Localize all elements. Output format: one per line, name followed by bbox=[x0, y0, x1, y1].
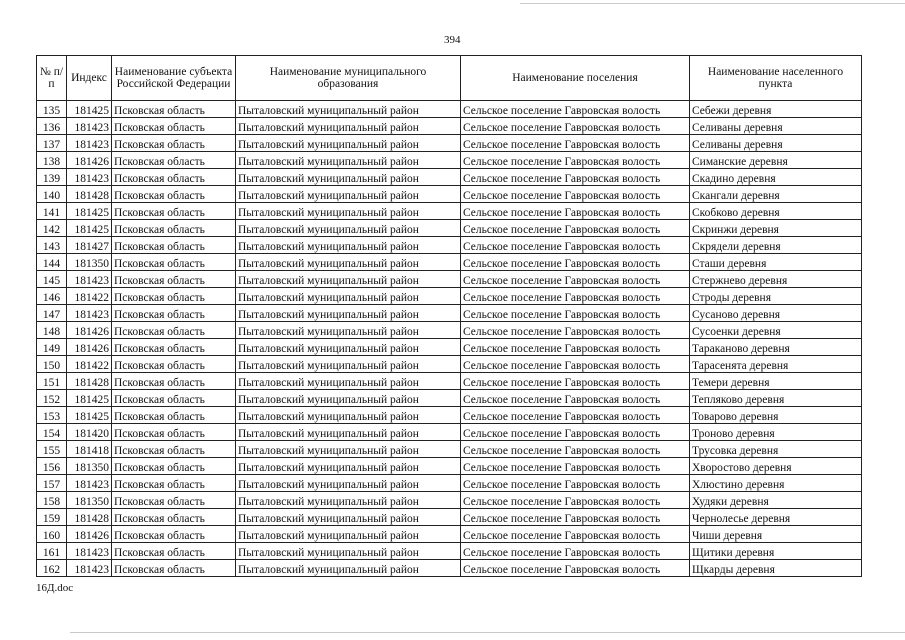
table-row bbox=[37, 424, 862, 441]
cell-num: 153 bbox=[37, 407, 67, 424]
cell-municipality: Пыталовский муниципальный район bbox=[236, 339, 461, 356]
cell-municipality: Пыталовский муниципальный район bbox=[236, 169, 461, 186]
cell-municipality: Пыталовский муниципальный район bbox=[236, 492, 461, 509]
cell-index: 181425 bbox=[67, 203, 112, 220]
cell-locality: Хворостово деревня bbox=[690, 458, 862, 475]
localities-table bbox=[36, 55, 862, 577]
cell-num: 146 bbox=[37, 288, 67, 305]
cell-num: 154 bbox=[37, 424, 67, 441]
cell-num: 141 bbox=[37, 203, 67, 220]
cell-locality: Щкарды деревня bbox=[690, 560, 862, 577]
cell-index: 181426 bbox=[67, 322, 112, 339]
cell-index: 181425 bbox=[67, 390, 112, 407]
cell-municipality: Пыталовский муниципальный район bbox=[236, 390, 461, 407]
cell-municipality: Пыталовский муниципальный район bbox=[236, 475, 461, 492]
table-row bbox=[37, 169, 862, 186]
cell-index: 181423 bbox=[67, 543, 112, 560]
table-row bbox=[37, 220, 862, 237]
cell-index: 181423 bbox=[67, 169, 112, 186]
table-row bbox=[37, 101, 862, 118]
cell-index: 181426 bbox=[67, 339, 112, 356]
cell-subject: Псковская область bbox=[112, 254, 236, 271]
cell-settlement: Сельское поселение Гавровская волость bbox=[461, 560, 690, 577]
table-row bbox=[37, 118, 862, 135]
cell-locality: Щитики деревня bbox=[690, 543, 862, 560]
cell-settlement: Сельское поселение Гавровская волость bbox=[461, 186, 690, 203]
cell-locality: Чиши деревня bbox=[690, 526, 862, 543]
cell-subject: Псковская область bbox=[112, 322, 236, 339]
table-row bbox=[37, 407, 862, 424]
table-row bbox=[37, 271, 862, 288]
cell-index: 181423 bbox=[67, 475, 112, 492]
cell-num: 161 bbox=[37, 543, 67, 560]
cell-num: 137 bbox=[37, 135, 67, 152]
cell-municipality: Пыталовский муниципальный район bbox=[236, 509, 461, 526]
cell-locality: Товарово деревня bbox=[690, 407, 862, 424]
cell-index: 181422 bbox=[67, 356, 112, 373]
cell-subject: Псковская область bbox=[112, 339, 236, 356]
table-row bbox=[37, 237, 862, 254]
cell-settlement: Сельское поселение Гавровская волость bbox=[461, 441, 690, 458]
cell-municipality: Пыталовский муниципальный район bbox=[236, 135, 461, 152]
table-row bbox=[37, 475, 862, 492]
cell-municipality: Пыталовский муниципальный район bbox=[236, 101, 461, 118]
cell-index: 181425 bbox=[67, 407, 112, 424]
cell-settlement: Сельское поселение Гавровская волость bbox=[461, 373, 690, 390]
cell-num: 150 bbox=[37, 356, 67, 373]
cell-locality: Скринжи деревня bbox=[690, 220, 862, 237]
cell-settlement: Сельское поселение Гавровская волость bbox=[461, 339, 690, 356]
cell-settlement: Сельское поселение Гавровская волость bbox=[461, 390, 690, 407]
header-num: № п/п bbox=[37, 56, 67, 101]
table-row bbox=[37, 458, 862, 475]
cell-subject: Псковская область bbox=[112, 118, 236, 135]
header-municipality: Наименование муниципального образования bbox=[236, 56, 461, 101]
cell-municipality: Пыталовский муниципальный район bbox=[236, 186, 461, 203]
table-row bbox=[37, 288, 862, 305]
cell-municipality: Пыталовский муниципальный район bbox=[236, 373, 461, 390]
cell-num: 136 bbox=[37, 118, 67, 135]
cell-settlement: Сельское поселение Гавровская волость bbox=[461, 203, 690, 220]
table-row bbox=[37, 254, 862, 271]
cell-num: 142 bbox=[37, 220, 67, 237]
cell-locality: Чернолесье деревня bbox=[690, 509, 862, 526]
cell-subject: Псковская область bbox=[112, 101, 236, 118]
cell-municipality: Пыталовский муниципальный район bbox=[236, 560, 461, 577]
cell-municipality: Пыталовский муниципальный район bbox=[236, 526, 461, 543]
cell-num: 147 bbox=[37, 305, 67, 322]
cell-settlement: Сельское поселение Гавровская волость bbox=[461, 271, 690, 288]
table-row bbox=[37, 135, 862, 152]
table-header-row bbox=[37, 56, 862, 101]
cell-num: 140 bbox=[37, 186, 67, 203]
cell-locality: Тепляково деревня bbox=[690, 390, 862, 407]
table-row bbox=[37, 492, 862, 509]
cell-subject: Псковская область bbox=[112, 220, 236, 237]
cell-index: 181423 bbox=[67, 135, 112, 152]
cell-locality: Селиваны деревня bbox=[690, 118, 862, 135]
cell-num: 149 bbox=[37, 339, 67, 356]
cell-num: 145 bbox=[37, 271, 67, 288]
cell-settlement: Сельское поселение Гавровская волость bbox=[461, 492, 690, 509]
cell-num: 155 bbox=[37, 441, 67, 458]
cell-locality: Худяки деревня bbox=[690, 492, 862, 509]
cell-municipality: Пыталовский муниципальный район bbox=[236, 203, 461, 220]
page-number: 394 bbox=[444, 34, 461, 46]
cell-locality: Скобково деревня bbox=[690, 203, 862, 220]
cell-settlement: Сельское поселение Гавровская волость bbox=[461, 152, 690, 169]
cell-settlement: Сельское поселение Гавровская волость bbox=[461, 101, 690, 118]
cell-index: 181427 bbox=[67, 237, 112, 254]
cell-settlement: Сельское поселение Гавровская волость bbox=[461, 526, 690, 543]
cell-municipality: Пыталовский муниципальный район bbox=[236, 220, 461, 237]
cell-settlement: Сельское поселение Гавровская волость bbox=[461, 118, 690, 135]
table-row bbox=[37, 152, 862, 169]
cell-index: 181428 bbox=[67, 186, 112, 203]
table-row bbox=[37, 356, 862, 373]
cell-index: 181418 bbox=[67, 441, 112, 458]
cell-subject: Псковская область bbox=[112, 356, 236, 373]
cell-subject: Псковская область bbox=[112, 152, 236, 169]
cell-settlement: Сельское поселение Гавровская волость bbox=[461, 237, 690, 254]
table-row bbox=[37, 543, 862, 560]
scan-artifact-bottom bbox=[70, 632, 905, 633]
cell-subject: Псковская область bbox=[112, 305, 236, 322]
cell-index: 181426 bbox=[67, 152, 112, 169]
header-subject: Наименование субъекта Российской Федерации bbox=[112, 56, 236, 101]
cell-municipality: Пыталовский муниципальный район bbox=[236, 271, 461, 288]
cell-settlement: Сельское поселение Гавровская волость bbox=[461, 305, 690, 322]
cell-index: 181350 bbox=[67, 492, 112, 509]
header-locality: Наименование населенного пункта bbox=[690, 56, 862, 101]
cell-municipality: Пыталовский муниципальный район bbox=[236, 288, 461, 305]
cell-subject: Псковская область bbox=[112, 237, 236, 254]
table-row bbox=[37, 305, 862, 322]
cell-num: 148 bbox=[37, 322, 67, 339]
cell-subject: Псковская область bbox=[112, 492, 236, 509]
cell-locality: Троново деревня bbox=[690, 424, 862, 441]
cell-index: 181428 bbox=[67, 373, 112, 390]
cell-settlement: Сельское поселение Гавровская волость bbox=[461, 407, 690, 424]
cell-num: 138 bbox=[37, 152, 67, 169]
cell-index: 181425 bbox=[67, 101, 112, 118]
cell-subject: Псковская область bbox=[112, 373, 236, 390]
table-row bbox=[37, 322, 862, 339]
cell-settlement: Сельское поселение Гавровская волость bbox=[461, 543, 690, 560]
cell-settlement: Сельское поселение Гавровская волость bbox=[461, 458, 690, 475]
cell-subject: Псковская область bbox=[112, 475, 236, 492]
cell-num: 160 bbox=[37, 526, 67, 543]
cell-subject: Псковская область bbox=[112, 135, 236, 152]
cell-locality: Трусовка деревня bbox=[690, 441, 862, 458]
header-settlement: Наименование поселения bbox=[461, 56, 690, 101]
cell-index: 181423 bbox=[67, 271, 112, 288]
cell-subject: Псковская область bbox=[112, 390, 236, 407]
cell-subject: Псковская область bbox=[112, 543, 236, 560]
cell-index: 181425 bbox=[67, 220, 112, 237]
cell-municipality: Пыталовский муниципальный район bbox=[236, 441, 461, 458]
cell-num: 144 bbox=[37, 254, 67, 271]
table-row bbox=[37, 373, 862, 390]
cell-settlement: Сельское поселение Гавровская волость bbox=[461, 322, 690, 339]
cell-municipality: Пыталовский муниципальный район bbox=[236, 424, 461, 441]
cell-locality: Стержнево деревня bbox=[690, 271, 862, 288]
cell-locality: Селиваны деревня bbox=[690, 135, 862, 152]
table-row bbox=[37, 186, 862, 203]
cell-locality: Тараканово деревня bbox=[690, 339, 862, 356]
cell-num: 157 bbox=[37, 475, 67, 492]
cell-num: 143 bbox=[37, 237, 67, 254]
cell-municipality: Пыталовский муниципальный район bbox=[236, 458, 461, 475]
cell-settlement: Сельское поселение Гавровская волость bbox=[461, 220, 690, 237]
cell-settlement: Сельское поселение Гавровская волость bbox=[461, 509, 690, 526]
cell-settlement: Сельское поселение Гавровская волость bbox=[461, 254, 690, 271]
cell-num: 151 bbox=[37, 373, 67, 390]
table-row bbox=[37, 509, 862, 526]
table-body bbox=[37, 101, 862, 577]
cell-settlement: Сельское поселение Гавровская волость bbox=[461, 169, 690, 186]
cell-num: 152 bbox=[37, 390, 67, 407]
cell-index: 181426 bbox=[67, 526, 112, 543]
table-row bbox=[37, 203, 862, 220]
cell-num: 156 bbox=[37, 458, 67, 475]
cell-municipality: Пыталовский муниципальный район bbox=[236, 118, 461, 135]
cell-subject: Псковская область bbox=[112, 203, 236, 220]
cell-locality: Скадино деревня bbox=[690, 169, 862, 186]
cell-municipality: Пыталовский муниципальный район bbox=[236, 254, 461, 271]
cell-locality: Тарасенята деревня bbox=[690, 356, 862, 373]
table-row bbox=[37, 526, 862, 543]
cell-index: 181420 bbox=[67, 424, 112, 441]
cell-subject: Псковская область bbox=[112, 424, 236, 441]
cell-settlement: Сельское поселение Гавровская волость bbox=[461, 356, 690, 373]
cell-index: 181423 bbox=[67, 305, 112, 322]
cell-num: 158 bbox=[37, 492, 67, 509]
cell-subject: Псковская область bbox=[112, 271, 236, 288]
cell-index: 181350 bbox=[67, 458, 112, 475]
cell-locality: Сусаново деревня bbox=[690, 305, 862, 322]
cell-index: 181350 bbox=[67, 254, 112, 271]
cell-locality: Себежи деревня bbox=[690, 101, 862, 118]
cell-subject: Псковская область bbox=[112, 288, 236, 305]
cell-municipality: Пыталовский муниципальный район bbox=[236, 322, 461, 339]
cell-num: 159 bbox=[37, 509, 67, 526]
cell-locality: Хлюстино деревня bbox=[690, 475, 862, 492]
cell-subject: Псковская область bbox=[112, 186, 236, 203]
cell-subject: Псковская область bbox=[112, 509, 236, 526]
cell-locality: Строды деревня bbox=[690, 288, 862, 305]
cell-municipality: Пыталовский муниципальный район bbox=[236, 152, 461, 169]
cell-settlement: Сельское поселение Гавровская волость bbox=[461, 475, 690, 492]
cell-locality: Сусоенки деревня bbox=[690, 322, 862, 339]
cell-subject: Псковская область bbox=[112, 169, 236, 186]
cell-index: 181422 bbox=[67, 288, 112, 305]
scan-artifact-top bbox=[520, 3, 905, 4]
table-row bbox=[37, 441, 862, 458]
cell-num: 139 bbox=[37, 169, 67, 186]
cell-settlement: Сельское поселение Гавровская волость bbox=[461, 424, 690, 441]
cell-municipality: Пыталовский муниципальный район bbox=[236, 407, 461, 424]
cell-municipality: Пыталовский муниципальный район bbox=[236, 543, 461, 560]
cell-num: 135 bbox=[37, 101, 67, 118]
cell-subject: Псковская область bbox=[112, 407, 236, 424]
cell-settlement: Сельское поселение Гавровская волость bbox=[461, 135, 690, 152]
header-index: Индекс bbox=[67, 56, 112, 101]
cell-locality: Темери деревня bbox=[690, 373, 862, 390]
cell-num: 162 bbox=[37, 560, 67, 577]
table-row bbox=[37, 339, 862, 356]
cell-locality: Скрядели деревня bbox=[690, 237, 862, 254]
cell-index: 181423 bbox=[67, 118, 112, 135]
cell-index: 181428 bbox=[67, 509, 112, 526]
cell-municipality: Пыталовский муниципальный район bbox=[236, 305, 461, 322]
table-row bbox=[37, 560, 862, 577]
cell-municipality: Пыталовский муниципальный район bbox=[236, 356, 461, 373]
cell-settlement: Сельское поселение Гавровская волость bbox=[461, 288, 690, 305]
cell-locality: Скангали деревня bbox=[690, 186, 862, 203]
cell-locality: Сташи деревня bbox=[690, 254, 862, 271]
cell-subject: Псковская область bbox=[112, 560, 236, 577]
cell-locality: Симанские деревня bbox=[690, 152, 862, 169]
footer-filename: 16Д.doc bbox=[36, 582, 74, 594]
cell-subject: Псковская область bbox=[112, 458, 236, 475]
cell-index: 181423 bbox=[67, 560, 112, 577]
table-row bbox=[37, 390, 862, 407]
cell-municipality: Пыталовский муниципальный район bbox=[236, 237, 461, 254]
cell-subject: Псковская область bbox=[112, 526, 236, 543]
cell-subject: Псковская область bbox=[112, 441, 236, 458]
